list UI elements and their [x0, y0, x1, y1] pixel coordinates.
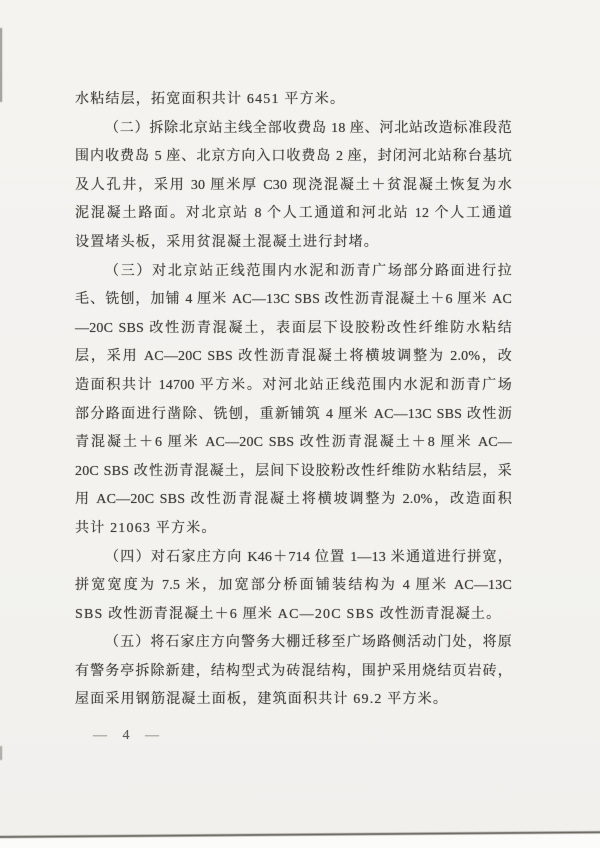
text-line: 部分路面进行凿除、铣刨，重新铺筑 4 厘米 AC—13C SBS 改性沥: [75, 406, 512, 422]
text-line: —20C SBS 改性沥青混凝土，表面层下设胶粉改性纤维防水粘结: [75, 320, 512, 336]
text-line: 拼宽宽度为 7.5 米，加宽部分桥面铺装结构为 4 厘米 AC—13C: [75, 578, 512, 594]
text-line: 及人孔井，采用 30 厘米厚 C30 现浇混凝土＋贫混凝土恢复为水: [75, 177, 512, 193]
text-line: 有警务亭拆除新建，结构型式为砖混结构，围护采用烧结页岩砖，: [75, 663, 512, 679]
document-body: [75, 86, 512, 715]
text-line: 水粘结层，拓宽面积共计 6451 平方米。: [75, 92, 346, 107]
text-line: （五）将石家庄方向警务大棚迁移至广场路侧活动门处，将原: [105, 635, 512, 651]
scan-artifact-left-bottom: [0, 746, 2, 760]
text-line: 20C SBS 改性沥青混凝土，层间下设胶粉改性纤维防水粘结层，采: [75, 463, 512, 479]
text-line: 设置堵头板，采用贫混凝土混凝土进行封堵。: [75, 234, 379, 250]
text-line: 泥混凝土路面。对北京站 8 个人工通道和河北站 12 个人工通道: [75, 206, 512, 222]
paragraph: [75, 544, 512, 630]
text-line: （三）对北京站正线范围内水泥和沥青广场部分路面进行拉: [105, 263, 512, 279]
page-footer: [93, 728, 159, 744]
text-line: （二）拆除北京站主线全部收费岛 18 座、河北站改造标准段范: [105, 120, 512, 136]
text-line: 层，采用 AC—20C SBS 改性沥青混凝土将横坡调整为 2.0%，改: [75, 349, 512, 365]
paragraph: [75, 258, 512, 544]
text-line: （四）对石家庄方向 K46＋714 位置 1—13 米通道进行拼宽，: [105, 549, 512, 565]
text-line: SBS 改性沥青混凝土＋6 厘米 AC—20C SBS 改性沥青混凝土。: [75, 606, 502, 622]
text-line: 用 AC—20C SBS 改性沥青混凝土将横坡调整为 2.0%，改造面积: [75, 492, 512, 508]
page-number: 4: [122, 728, 130, 743]
text-line: 毛、铣刨，加铺 4 厘米 AC—13C SBS 改性沥青混凝土＋6 厘米 AC: [75, 292, 512, 308]
paragraph: [75, 86, 512, 115]
text-line: 围内收费岛 5 座、北京方向入口收费岛 2 座，封闭河北站称台基坑: [75, 149, 512, 165]
paragraph: [75, 115, 512, 258]
footer-right-dash: —: [145, 728, 159, 743]
text-line: 造面积共计 14700 平方米。对河北站正线范围内水泥和沥青广场: [75, 377, 512, 393]
text-line: 屋面采用钢筋混凝土面板，建筑面积共计 69.2 平方米。: [75, 692, 449, 708]
text-line: 青混凝土＋6 厘米 AC—20C SBS 改性沥青混凝土＋8 厘米 AC—: [75, 435, 512, 451]
scan-artifact-left-top: [0, 28, 2, 102]
footer-left-dash: —: [93, 728, 107, 743]
text-line: 共计 21063 平方米。: [75, 520, 217, 536]
paragraph: [75, 629, 512, 715]
